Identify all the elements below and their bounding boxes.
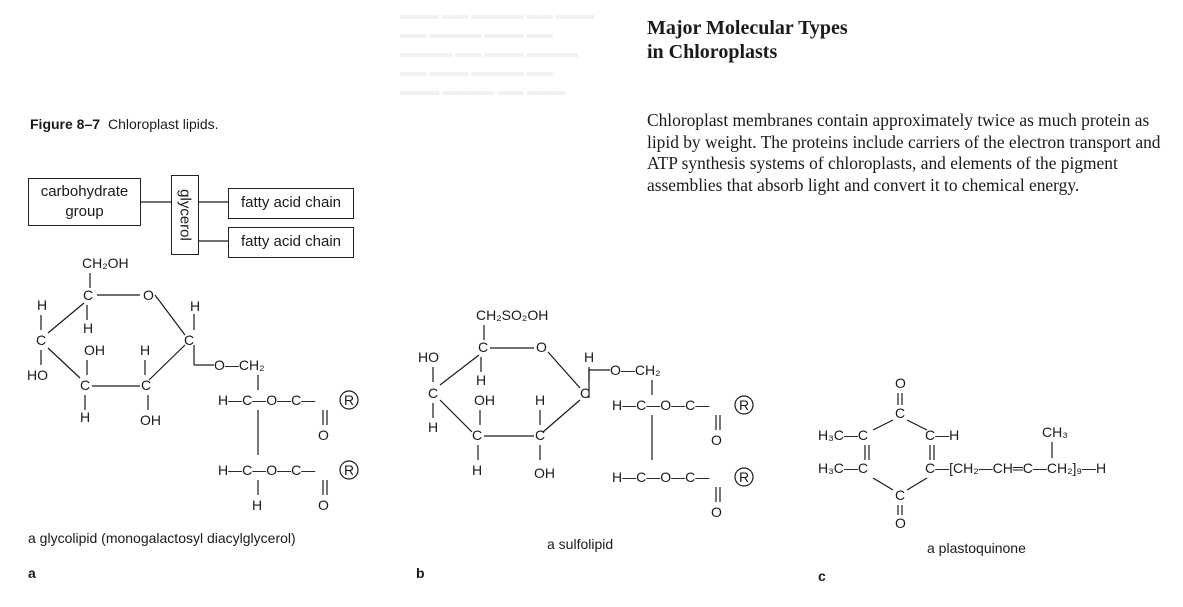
svg-text:CH₂SO₂OH: CH₂SO₂OH	[476, 307, 549, 323]
svg-text:H—C—O—C—: H—C—O—C—	[218, 392, 316, 408]
svg-text:C—[CH₂—CH═C—CH₂]₉—H: C—[CH₂—CH═C—CH₂]₉—H	[925, 460, 1107, 476]
panel-letter-a: a	[28, 565, 36, 581]
sulfolipid-structure	[418, 307, 753, 520]
svg-text:O: O	[318, 497, 329, 513]
svg-text:HO: HO	[27, 367, 48, 383]
svg-text:HO: HO	[418, 349, 439, 365]
svg-text:O: O	[895, 515, 906, 531]
section-heading	[647, 16, 848, 64]
svg-text:C: C	[80, 377, 91, 393]
svg-text:H₃C—C: H₃C—C	[818, 427, 869, 443]
fatty-acid-label-1: fatty acid chain	[240, 194, 342, 211]
svg-text:O—CH₂: O—CH₂	[610, 362, 661, 378]
svg-text:C: C	[428, 385, 439, 401]
svg-text:C: C	[895, 405, 906, 421]
svg-text:CH₃: CH₃	[1042, 424, 1068, 440]
carbohydrate-label-line2: group	[65, 203, 104, 220]
svg-text:H: H	[584, 349, 595, 365]
panel-letter-c: c	[818, 568, 826, 584]
schema-connectors	[141, 202, 228, 241]
svg-text:C: C	[478, 339, 489, 355]
svg-text:C: C	[36, 332, 47, 348]
body-paragraph: Chloroplast membranes contain approximately twice as much protein as lipid by weight. The proteins include carriers of the electron transport and ATP synthesis systems of chloroplasts, and elements of the pigment assemblies that absorb light and convert it to chemical energy.	[647, 110, 1161, 195]
svg-text:O: O	[143, 287, 154, 303]
svg-text:H: H	[472, 462, 483, 478]
figure-number: Figure 8–7	[30, 116, 101, 132]
svg-text:C: C	[184, 332, 195, 348]
heading-line-2: in Chloroplasts	[647, 41, 778, 63]
svg-text:H₃C—C: H₃C—C	[818, 460, 869, 476]
svg-text:CH₂OH: CH₂OH	[82, 255, 129, 271]
svg-text:O: O	[318, 427, 329, 443]
svg-text:H: H	[535, 392, 546, 408]
svg-text:H—C—O—C—: H—C—O—C—	[612, 397, 710, 413]
svg-text:H: H	[37, 297, 48, 313]
svg-text:O: O	[711, 504, 722, 520]
carbohydrate-label-line1: carbohydrate	[40, 183, 129, 200]
svg-text:H: H	[476, 372, 487, 388]
svg-text:OH: OH	[140, 412, 161, 428]
plastoquinone-label: a plastoquinone	[927, 540, 1026, 556]
svg-text:H: H	[252, 497, 263, 513]
svg-text:C: C	[895, 487, 906, 503]
svg-text:R: R	[739, 397, 750, 413]
svg-text:H—C—O—C—: H—C—O—C—	[612, 469, 710, 485]
svg-text:H—C—O—C—: H—C—O—C—	[218, 462, 316, 478]
svg-text:H: H	[190, 298, 201, 314]
sulfolipid-label: a sulfolipid	[547, 536, 614, 552]
svg-text:OH: OH	[474, 392, 495, 408]
svg-text:C: C	[141, 377, 152, 393]
svg-text:O—CH₂: O—CH₂	[214, 357, 265, 373]
svg-text:O: O	[536, 339, 547, 355]
svg-text:R: R	[344, 392, 355, 408]
glycerol-label: glycerol	[176, 189, 194, 241]
panel-letter-b: b	[416, 565, 425, 581]
svg-text:C: C	[535, 427, 546, 443]
bleed-through-texture: ▬▬▬ ▬▬ ▬▬▬▬ ▬▬ ▬▬▬ ▬▬ ▬▬▬▬ ▬▬▬ ▬▬ ▬▬▬▬ ▬▬ ▬▬▬ ▬▬▬▬ ▬▬ ▬▬▬ ▬▬▬▬ ▬▬ ▬▬▬ ▬▬▬▬ ▬▬ ▬▬▬	[400, 7, 595, 98]
svg-text:O: O	[711, 432, 722, 448]
svg-text:H: H	[140, 342, 151, 358]
svg-text:H: H	[428, 419, 439, 435]
svg-text:C: C	[83, 287, 94, 303]
svg-text:OH: OH	[534, 465, 555, 481]
fatty-acid-label-2: fatty acid chain	[240, 233, 342, 250]
svg-text:C: C	[472, 427, 483, 443]
glycolipid-structure	[27, 255, 358, 513]
svg-text:H: H	[80, 409, 91, 425]
svg-text:C: C	[580, 385, 591, 401]
svg-text:R: R	[739, 469, 750, 485]
heading-line-1: Major Molecular Types	[647, 17, 848, 39]
glycolipid-label: a glycolipid (monogalactosyl diacylglycerol)	[28, 530, 296, 546]
svg-text:C—H: C—H	[925, 427, 960, 443]
svg-text:R: R	[344, 462, 355, 478]
figure-caption-text: Chloroplast lipids.	[108, 116, 219, 132]
plastoquinone-structure	[818, 375, 1106, 531]
svg-text:H: H	[83, 320, 94, 336]
svg-text:OH: OH	[84, 342, 105, 358]
svg-text:O: O	[895, 375, 906, 391]
